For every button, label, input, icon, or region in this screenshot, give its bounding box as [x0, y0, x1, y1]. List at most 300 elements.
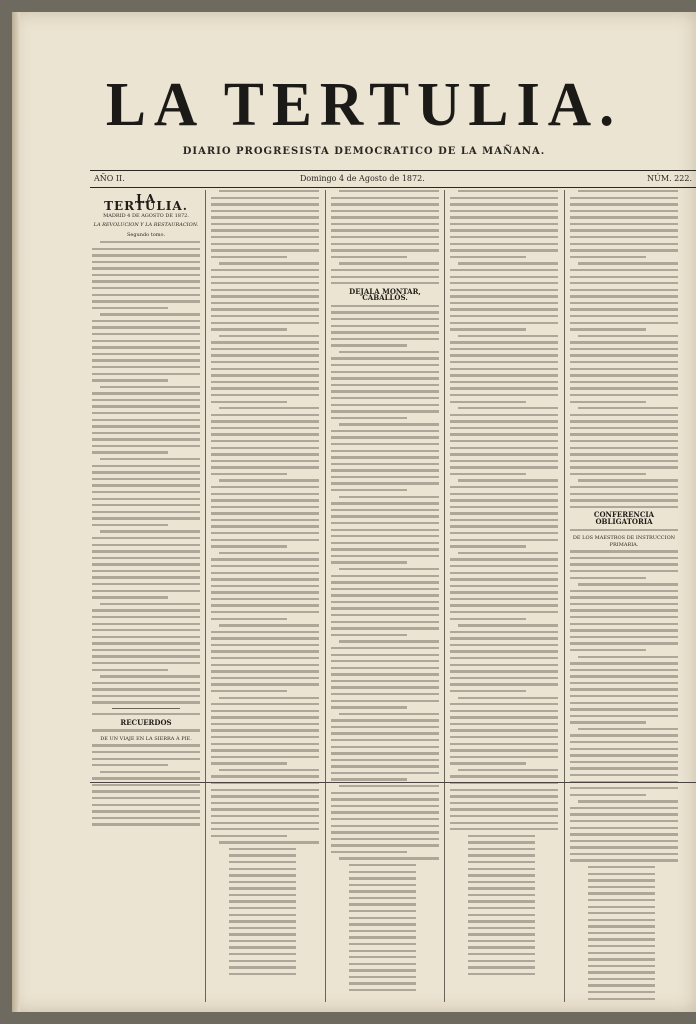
text-line — [331, 236, 439, 238]
text-line — [570, 529, 678, 531]
text-line — [331, 772, 439, 774]
text-line — [468, 887, 535, 889]
text-line — [229, 973, 296, 975]
text-line — [588, 892, 655, 894]
text-line — [331, 410, 439, 412]
text-line — [450, 775, 558, 777]
text-line — [450, 453, 558, 455]
text-line — [468, 868, 535, 870]
text-line — [450, 723, 558, 725]
column-place-date: MADRID 4 DE AGOSTO DE 1872. — [103, 213, 189, 220]
text-line — [349, 923, 416, 925]
text-line — [92, 326, 200, 328]
text-line — [331, 476, 439, 478]
text-line — [450, 197, 558, 199]
text-line — [450, 644, 558, 646]
text-line — [570, 361, 678, 363]
text-line — [331, 390, 439, 392]
text-line — [588, 886, 655, 888]
text-line — [229, 914, 296, 916]
text-line — [211, 210, 319, 212]
text-line — [211, 670, 319, 672]
column-2 — [211, 190, 319, 1000]
text-line — [570, 662, 678, 664]
text-line — [570, 748, 678, 750]
text-line — [92, 784, 200, 786]
text-line — [92, 777, 200, 779]
text-line — [349, 877, 416, 879]
text-line — [211, 361, 319, 363]
text-line — [468, 894, 535, 896]
text-line — [331, 344, 407, 346]
text-line — [570, 243, 678, 245]
text-line — [92, 758, 200, 760]
text-line — [468, 907, 535, 909]
text-line — [211, 683, 319, 685]
text-line — [570, 308, 678, 310]
text-line — [570, 603, 678, 605]
text-line — [468, 874, 535, 876]
text-line — [570, 328, 646, 330]
text-line — [211, 664, 319, 666]
text-line — [92, 688, 200, 690]
text-line — [229, 960, 296, 962]
text-line — [229, 881, 296, 883]
text-line — [349, 943, 416, 945]
text-line — [339, 785, 439, 787]
text-line — [570, 616, 678, 618]
text-line — [331, 256, 407, 258]
text-line — [211, 374, 319, 376]
text-line — [450, 256, 526, 258]
text-line — [211, 473, 287, 475]
text-line — [211, 802, 319, 804]
article-body — [331, 190, 439, 1000]
text-line — [450, 308, 558, 310]
text-line — [570, 623, 678, 625]
text-line — [450, 381, 558, 383]
text-line — [92, 682, 200, 684]
text-line — [570, 563, 678, 565]
text-line — [100, 603, 200, 605]
text-line — [211, 486, 319, 488]
text-line — [570, 374, 678, 376]
text-line — [450, 295, 558, 297]
text-line — [588, 984, 655, 986]
text-line — [219, 769, 319, 771]
text-line — [211, 348, 319, 350]
bottom-rule — [90, 187, 696, 188]
text-line — [331, 276, 439, 278]
text-line — [570, 774, 678, 776]
text-line — [331, 825, 439, 827]
text-line — [211, 466, 319, 468]
text-line — [450, 525, 558, 527]
text-line — [570, 453, 678, 455]
text-line — [349, 982, 416, 984]
column-divider — [325, 190, 326, 1002]
text-line — [92, 333, 200, 335]
text-line — [578, 583, 678, 585]
text-line — [211, 815, 319, 817]
text-line — [570, 820, 678, 822]
newspaper-page — [12, 12, 696, 1012]
text-line — [92, 359, 200, 361]
text-line — [211, 539, 319, 541]
text-line — [570, 859, 678, 861]
column-4 — [450, 190, 558, 1000]
column-section: LA REVOLUCION Y LA RESTAURACION. — [93, 221, 199, 228]
text-line — [331, 529, 439, 531]
text-line — [570, 394, 678, 396]
column-divider — [444, 190, 445, 1002]
text-line — [450, 499, 558, 501]
text-line — [92, 267, 200, 269]
text-line — [578, 335, 678, 337]
text-line — [450, 348, 558, 350]
text-line — [211, 591, 319, 593]
text-line — [331, 818, 439, 820]
text-line — [331, 732, 439, 734]
text-line — [349, 890, 416, 892]
text-line — [211, 604, 319, 606]
article-body — [92, 241, 200, 1000]
text-line — [339, 713, 439, 715]
text-line — [570, 590, 678, 592]
text-line — [331, 249, 439, 251]
text-line — [92, 817, 200, 819]
text-line — [92, 797, 200, 799]
text-line — [211, 808, 319, 810]
text-line — [92, 445, 200, 447]
text-line — [211, 249, 319, 251]
text-line — [211, 440, 319, 442]
text-line — [211, 749, 319, 751]
text-line — [211, 618, 287, 620]
text-line — [450, 729, 558, 731]
text-line — [219, 552, 319, 554]
text-line — [570, 813, 678, 815]
text-line — [570, 794, 646, 796]
text-line — [100, 771, 200, 773]
text-line — [100, 386, 200, 388]
text-line — [92, 701, 200, 703]
text-line — [92, 300, 200, 302]
text-line — [211, 414, 319, 416]
text-line — [578, 800, 678, 802]
text-line — [92, 484, 200, 486]
text-line — [450, 539, 558, 541]
text-line — [450, 815, 558, 817]
text-line — [331, 588, 439, 590]
text-line — [219, 624, 319, 626]
column-1 — [92, 190, 200, 1000]
text-line — [588, 971, 655, 973]
text-line — [92, 248, 200, 250]
text-line — [450, 506, 558, 508]
text-line — [331, 404, 439, 406]
text-line — [450, 802, 558, 804]
text-line — [229, 900, 296, 902]
text-line — [211, 703, 319, 705]
text-line — [588, 998, 655, 1000]
text-line — [92, 491, 200, 493]
text-line — [570, 447, 678, 449]
text-line — [570, 381, 678, 383]
text-line — [588, 952, 655, 954]
text-line — [450, 637, 558, 639]
text-line — [570, 341, 678, 343]
text-line — [588, 945, 655, 947]
issue-year: AÑO II. — [94, 174, 125, 183]
text-line — [331, 601, 439, 603]
text-line — [339, 568, 439, 570]
text-line — [211, 545, 287, 547]
feuilleton-heading: RECUERDOS — [120, 717, 172, 727]
text-line — [211, 229, 319, 231]
text-line — [211, 427, 319, 429]
text-line — [578, 262, 678, 264]
text-line — [211, 828, 319, 830]
text-line — [339, 640, 439, 642]
text-line — [450, 433, 558, 435]
text-line — [450, 269, 558, 271]
text-line — [92, 340, 200, 342]
text-line — [92, 294, 200, 296]
text-line — [331, 357, 439, 359]
text-line — [92, 810, 200, 812]
text-line — [92, 254, 200, 256]
text-line — [331, 338, 439, 340]
text-line — [92, 517, 200, 519]
text-line — [450, 572, 558, 574]
text-line — [339, 351, 439, 353]
text-line — [450, 710, 558, 712]
text-line — [331, 463, 439, 465]
text-line — [92, 432, 200, 434]
text-line — [570, 322, 678, 324]
text-line — [331, 216, 439, 218]
text-line — [219, 190, 319, 192]
text-line — [450, 414, 558, 416]
text-line — [450, 302, 558, 304]
text-line — [211, 650, 319, 652]
text-line — [92, 596, 168, 598]
text-line — [211, 657, 319, 659]
text-line — [570, 433, 678, 435]
text-line — [331, 647, 439, 649]
text-line — [331, 223, 439, 225]
text-line — [450, 618, 526, 620]
text-line — [211, 690, 287, 692]
text-line — [570, 289, 678, 291]
text-line — [100, 530, 200, 532]
page-spine — [12, 12, 20, 1012]
text-line — [211, 216, 319, 218]
article-heading: CONFERENCIA OBLIGATORIA — [593, 510, 655, 526]
text-line — [229, 854, 296, 856]
text-line — [211, 276, 319, 278]
text-line — [349, 864, 416, 866]
text-line — [450, 650, 558, 652]
text-line — [458, 552, 558, 554]
text-line — [570, 276, 678, 278]
article-body — [211, 190, 319, 1000]
text-line — [92, 729, 200, 731]
text-line — [331, 759, 439, 761]
text-line — [100, 675, 200, 677]
text-line — [92, 465, 200, 467]
text-line — [331, 197, 439, 199]
text-line — [229, 868, 296, 870]
text-line — [331, 555, 439, 557]
text-line — [92, 399, 200, 401]
text-line — [588, 879, 655, 881]
text-line — [349, 989, 416, 991]
text-line — [229, 894, 296, 896]
text-line — [211, 716, 319, 718]
text-line — [331, 634, 407, 636]
text-line — [211, 197, 319, 199]
text-line — [450, 223, 558, 225]
issue-date: Domingo 4 de Agosto de 1872. — [300, 174, 425, 183]
text-line — [331, 417, 407, 419]
text-line — [570, 570, 678, 572]
text-line — [570, 846, 678, 848]
text-line — [570, 557, 678, 559]
text-line — [570, 787, 678, 789]
text-line — [92, 320, 200, 322]
text-line — [570, 688, 678, 690]
text-line — [331, 686, 439, 688]
text-line — [570, 236, 678, 238]
text-line — [570, 486, 678, 488]
text-line — [570, 348, 678, 350]
text-line — [331, 726, 439, 728]
text-line — [570, 499, 678, 501]
text-line — [331, 542, 439, 544]
text-line — [92, 790, 200, 792]
text-line — [578, 656, 678, 658]
text-line — [211, 512, 319, 514]
text-line — [92, 649, 200, 651]
text-line — [450, 493, 558, 495]
text-line — [331, 331, 439, 333]
text-line — [458, 335, 558, 337]
text-line — [468, 933, 535, 935]
text-line — [588, 906, 655, 908]
text-line — [450, 789, 558, 791]
masthead-subtitle: DIARIO PROGRESISTA DEMOCRATICO DE LA MAÑANA. — [182, 146, 546, 157]
text-line — [450, 203, 558, 205]
text-line — [450, 762, 526, 764]
text-line — [92, 451, 168, 453]
text-line — [450, 374, 558, 376]
text-line — [92, 307, 168, 309]
text-line — [450, 631, 558, 633]
text-line — [588, 866, 655, 868]
text-line — [450, 354, 558, 356]
text-line — [92, 576, 200, 578]
text-line — [570, 609, 678, 611]
text-line — [468, 920, 535, 922]
text-line — [229, 927, 296, 929]
text-line — [331, 535, 439, 537]
text-line — [211, 315, 319, 317]
text-line — [458, 262, 558, 264]
text-line — [211, 453, 319, 455]
text-line — [100, 313, 200, 315]
text-line — [450, 558, 558, 560]
text-line — [211, 506, 319, 508]
text-line — [331, 515, 439, 517]
text-line — [92, 623, 200, 625]
text-line — [468, 973, 535, 975]
text-line — [468, 914, 535, 916]
text-line — [450, 466, 558, 468]
text-line — [570, 636, 678, 638]
text-line — [331, 436, 439, 438]
text-line — [211, 723, 319, 725]
text-line — [92, 379, 168, 381]
text-line — [92, 544, 200, 546]
feuilleton-rule — [90, 782, 696, 783]
text-line — [331, 522, 439, 524]
text-line — [588, 965, 655, 967]
text-line — [211, 525, 319, 527]
text-line — [211, 223, 319, 225]
article-subheading: DE LOS MAESTROS DE INSTRUCCION PRIMARIA. — [572, 535, 676, 548]
column-heading: LA TERTULIA. — [104, 192, 188, 213]
text-line — [229, 953, 296, 955]
text-line — [570, 754, 678, 756]
text-line — [450, 808, 558, 810]
text-line — [450, 578, 558, 580]
text-line — [331, 364, 439, 366]
text-line — [570, 669, 678, 671]
text-line — [450, 512, 558, 514]
text-line — [331, 719, 439, 721]
text-line — [570, 354, 678, 356]
text-line — [450, 690, 526, 692]
text-line — [211, 381, 319, 383]
text-line — [331, 746, 439, 748]
text-line — [450, 420, 558, 422]
text-line — [92, 669, 168, 671]
text-line — [331, 384, 439, 386]
text-line — [229, 933, 296, 935]
text-line — [450, 591, 558, 593]
text-line — [211, 558, 319, 560]
text-line — [92, 373, 200, 375]
text-line — [570, 577, 646, 579]
text-line — [570, 642, 678, 644]
text-line — [588, 873, 655, 875]
text-line — [92, 353, 200, 355]
text-line — [450, 545, 526, 547]
text-line — [331, 700, 439, 702]
issue-number: NÚM. 222. — [647, 174, 692, 183]
text-line — [468, 900, 535, 902]
text-line — [211, 328, 287, 330]
text-line — [211, 203, 319, 205]
text-line — [219, 262, 319, 264]
text-line — [331, 456, 439, 458]
text-line — [450, 749, 558, 751]
text-line — [331, 311, 439, 313]
text-line — [450, 460, 558, 462]
text-line — [331, 377, 439, 379]
